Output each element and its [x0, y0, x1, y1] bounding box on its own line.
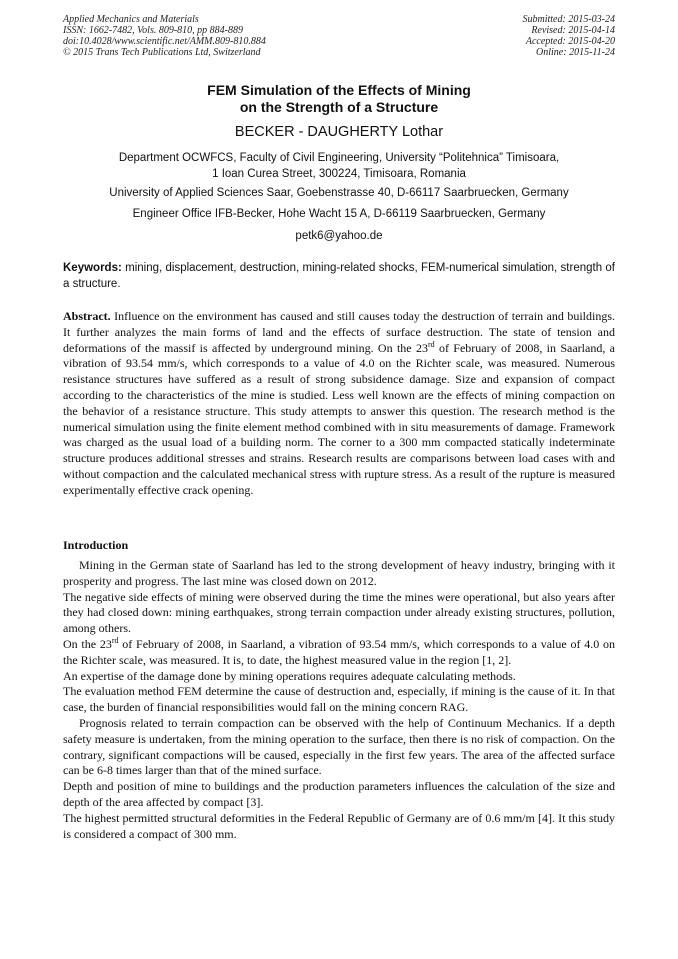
paragraph: An expertise of the damage done by mining operations requires adequate calculating methods.	[63, 668, 516, 683]
paragraph: Depth and position of mine to buildings and the production parameters influences the calculation of the size and depth of the area affected by compact [3].	[63, 779, 615, 809]
journal-doi: doi:10.4028/www.scientific.net/AMM.809-810.884	[63, 36, 266, 47]
paragraph	[63, 637, 615, 669]
abstract-block	[63, 309, 615, 499]
section-heading-introduction: Introduction	[63, 538, 129, 552]
title-line-2: on the Strength of a Structure	[239, 99, 439, 115]
keywords-label: Keywords:	[63, 262, 122, 274]
paragraph: The highest permitted structural deformities in the Federal Republic of Germany are of 0.6 mm/m [4]. It this study is considered a compact of 300 mm.	[63, 810, 615, 841]
paragraph-text: On the 23	[63, 636, 112, 651]
date-accepted: Accepted: 2015-04-20	[525, 36, 615, 47]
affiliation-1-line-1: Department OCWFCS, Faculty of Civil Engineering, University “Politehnica” Timisoara,	[118, 152, 560, 164]
journal-issn: ISSN: 1662-7482, Vols. 809-810, pp 884-889	[63, 25, 243, 36]
date-revised: Revised: 2015-04-14	[531, 25, 615, 36]
paragraph: The evaluation method FEM determine the cause of destruction and, especially, if mining is the cause of it. In that case, the burden of financial responsibilities would fall on the mining concern RAG.	[63, 684, 615, 715]
abstract-text-1: Influence on the environment has caused and still causes today the destruction of terrain and buildings. It further analyzes the main forms of land and the effects of surface destruction. The state of tension and deformations of the massif is affected by underground mining. On the 23	[63, 309, 615, 355]
affiliation-3: Engineer Office IFB-Becker, Hohe Wacht 15 A, D-66119 Saarbruecken, Germany	[132, 208, 546, 220]
author-name: BECKER - DAUGHERTY Lothar	[234, 124, 444, 140]
keywords-text: mining, displacement, destruction, mining-related shocks, FEM-numerical simulation, strength of a structure.	[63, 262, 615, 290]
paper-title	[63, 82, 615, 116]
paragraph: Mining in the German state of Saarland has led to the strong development of heavy industry, bringing with it prosperity and progress. The last mine was closed down on 2012.	[63, 558, 615, 588]
abstract-label: Abstract.	[63, 309, 111, 323]
keywords-block	[63, 261, 615, 292]
paragraph: The negative side effects of mining were observed during the time the mines were operational, but also years after they had closed down: mining earthquakes, strong terrain compaction under already existing structures, pollution, among others.	[63, 589, 615, 636]
date-online: Online: 2015-11-24	[536, 47, 615, 58]
affiliation-2: University of Applied Sciences Saar, Goebenstrasse 40, D-66117 Saarbruecken, Germany	[109, 187, 569, 199]
publication-info	[63, 14, 266, 58]
abstract-text-2: of February of 2008, in Saarland, a vibration of 93.54 mm/s, which corresponds to a value of 4.0 on the Richter scale, was measured. Numerous resistance structures have suffered as a result of strong subsidence damage. Size and expansion of compact according to the characteristics of the mine is studied. Less well known are the effects of mining compaction on the behavior of a resistance structure. This study attempts to answer this question. The research method is the numerical simulation using the finite element method combined with in situ measurements of damage. Framework was charged as the usual load of a building norm. The corner to a 300 mm compacted statically indeterminate structure produces additional stresses and strains. Research results are comparisons between load cases with and without compaction and the calculated mechanical stress with rupture stress. As a result of the rupture is measured experimentally effective crack opening.	[63, 340, 615, 497]
author-email[interactable]: petk6@yahoo.de	[295, 230, 383, 242]
journal-copyright: © 2015 Trans Tech Publications Ltd, Switzerland	[63, 47, 261, 58]
affiliation-1	[63, 150, 615, 182]
abstract-superscript: rd	[427, 339, 435, 349]
paragraph: Prognosis related to terrain compaction can be observed with the help of Continuum Mechanics. If a depth safety measure is undertaken, from the mining operation to the surface, then there is no risk of compaction. On the contrary, significant compactions will be caused, especially in the first few years. The area of the affected surface can be 6-8 times larger than that of the mined surface.	[63, 715, 615, 778]
title-line-1: FEM Simulation of the Effects of Mining	[207, 82, 471, 98]
publication-dates	[523, 14, 616, 58]
date-submitted: Submitted: 2015-03-24	[522, 14, 615, 25]
paragraph-text: of February of 2008, in Saarland, a vibration of 93.54 mm/s, which corresponds to a value of 4.0 on the Richter scale, was measured. It is, to date, the highest measured value in the region [1, 2].	[63, 636, 615, 667]
introduction-body	[63, 558, 615, 842]
paragraph-superscript: rd	[111, 635, 119, 645]
journal-name: Applied Mechanics and Materials	[63, 14, 199, 25]
affiliation-1-line-2: 1 Ioan Curea Street, 300224, Timisoara, Romania	[212, 168, 466, 180]
